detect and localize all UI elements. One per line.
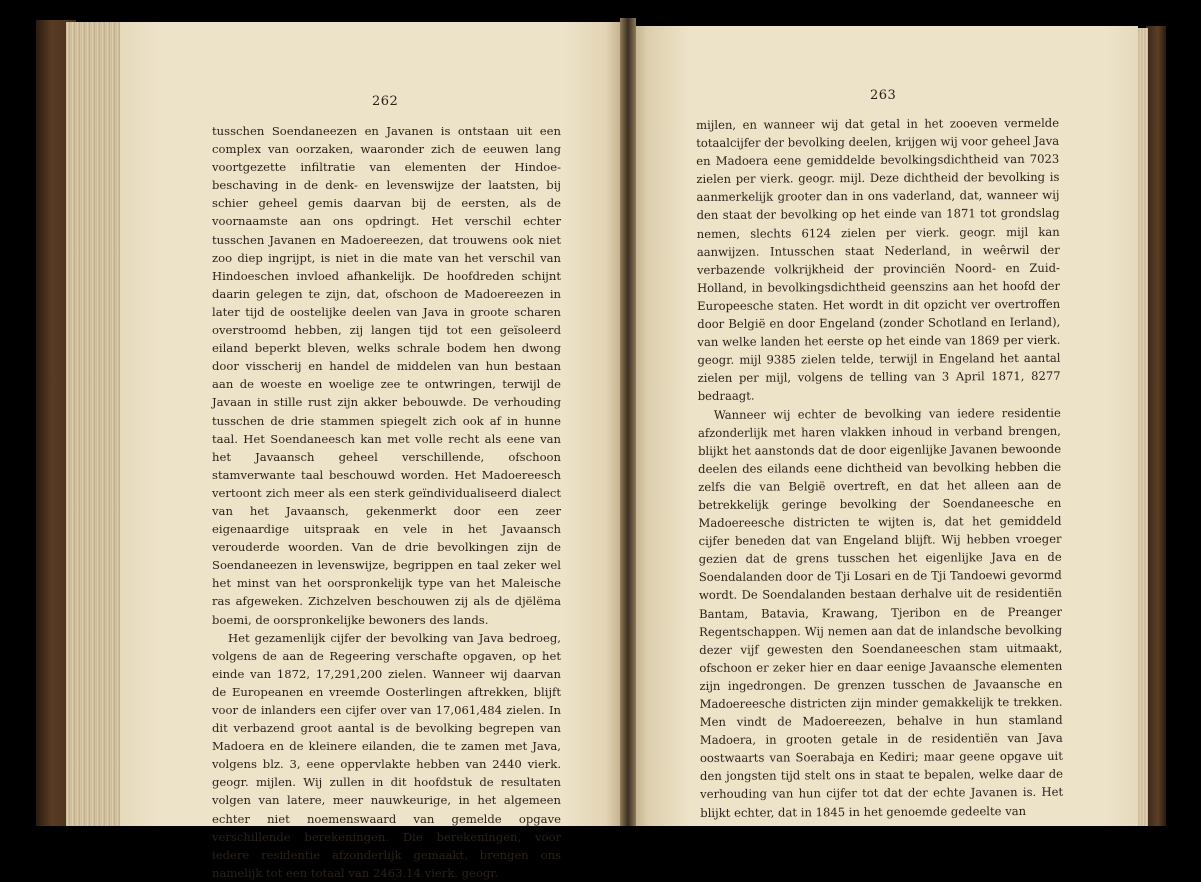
book-gutter (620, 18, 636, 826)
paragraph: mijlen, en wanneer wij dat getal in het zooeven vermelde totaalcijfer der bevolking deelen, krijgen wij voor geheel Java en Madoera eene gemiddelde bevolkingsdichtheid van 7023 zielen per vierk. geogr. mijl. Deze dichtheid der bevolking is aanmerkelijk grooter dan in ons vaderland, dat, wanneer wij den staat der bevolking op het einde van 1871 tot grondslag nemen, slechts 6124 zielen per vierk. geogr. mijl kan aanwijzen. Intusschen staat Nederland, in weêrwil der verbazende volkrijkheid der provinciën Noord- en Zuid-Holland, in bevolkingsdichtheid geenszins aan het hoofd der Europeesche staten. Het wordt in dit opzicht ver overtroffen door België en door Engeland (zonder Schotland en Ierland), van welke landen het eerste op het einde van 1869 per vierk. geogr. mijl 9385 zielen telde, terwijl in Engeland het aantal zielen per mijl, volgens de telling van 3 April 1871, 8277 bedraagt. (696, 115, 1061, 404)
page-number: 263 (870, 88, 897, 103)
page-number: 262 (372, 94, 399, 109)
book-cover-right (1146, 26, 1166, 826)
body-text (212, 122, 561, 882)
paragraph: tusschen Soendaneezen en Javanen is ontstaan uit een complex van oorzaken, waaronder zich de eeuwen lang voortgezette infiltratie van elementen der Hindoe-beschaving in de denk- en levenswijze der laatsten, bij schier geheel gemis daarvan bij de eersten, als de voornaamste aan ons opdringt. Het verschil echter tusschen Javanen en Madoereezen, dat trouwens ook niet zoo diep ingrijpt, is niet in die mate van het verschil van Hindoeschen invloed afhankelijk. De hoofdreden schijnt daarin gelegen te zijn, dat, ofschoon de Madoereezen in later tijd de oostelijke deelen van Java in groote scharen overstroomd hebben, zij langen tijd tot een geïsoleerd eiland beperkt bleven, welks schrale bodem hen dwong door visscherij en handel de middelen van hun bestaan aan de woeste en woelige zee te ontwringen, terwijl de Javaan in stille rust zijn akker bebouwde. De verhouding tusschen de drie stammen spiegelt zich ook af in hunne taal. Het Soendaneesch kan met volle recht als eene van het Javaansch geheel verschillende, ofschoon stamverwante taal beschouwd worden. Het Madoereesch vertoont zich meer als een sterk geïndividualiseerd dialect van het Javaansch, gekenmerkt door een zeer eigenaardige uitspraak en vele in het Javaansch verouderde woorden. Van de drie bevolkingen zijn de Soendaneezen in levenswijze, begrippen en taal zeker wel het minst van het oorspronkelijk type van het Maleische ras afgeweken. Zichzelven beschouwen zij als de djëlëma boemi, de oorspronkelijke bewoners des lands. (212, 124, 561, 627)
right-page (628, 26, 1138, 826)
left-page (120, 22, 626, 880)
body-text (696, 114, 1063, 822)
paragraph: Het gezamenlijk cijfer der bevolking van Java bedroeg, volgens de aan de Regeering verschafte opgaven, op het einde van 1872, 17,291,200 zielen. Wanneer wij daarvan de Europeanen en vreemde Oosterlingen aftrekken, blijft voor de inlanders een cijfer over van 17,061,484 zielen. In dit verbazend groot aantal is de bevolking begrepen van Madoera en de kleinere eilanden, die te zamen met Java, volgens blz. 3, eene oppervlakte hebben van 2440 vierk. geogr. mijlen. Wij zullen in dit hoofdstuk de resultaten volgen van latere, meer nauwkeurige, in het algemeen echter niet noemenswaard van gemelde opgave verschillende berekeningen. Die berekeningen, voor iedere residentie afzonderlijk gemaakt, brengen ons namelijk tot een totaal van 2463.14 vierk. geogr. (212, 630, 561, 880)
paragraph: Wanneer wij echter de bevolking van iedere residentie afzonderlijk met haren vlakken inhoud in verband brengen, blijkt het aanstonds dat de door eigenlijke Javanen bewoonde deelen des eilands eene dichtheid van bevolking hebben die zelfs die van België overtreft, en dat het alleen aan de betrekkelijk geringe bevolking der Soendaneesche en Madoereesche districten te wijten is, dat het gemiddeld cijfer beneden dat van Engeland blijft. Wij hebben vroeger gezien dat de grens tusschen het eigenlijke Java en de Soendalanden door de Tji Losari en de Tji Tandoewi gevormd wordt. De Soendalanden bestaan derhalve uit de residentiën Bantam, Batavia, Krawang, Tjeribon en de Preanger Regentschappen. Wij nemen aan dat de inlandsche bevolking dezer vijf gewesten den Soendaneeschen stam uitmaakt, ofschoon er zeker hier en daar eenige Javaansche elementen zijn ingedrongen. De grenzen tusschen de Javaansche en Madoereesche districten zijn minder gemakkelijk te trekken. Men vindt de Madoereezen, behalve in hun stamland Madoera, in grooten getale in de residentiën van Java oostwaarts van Soerabaja en Kediri; maar geene opgave uit den jongsten tijd stelt ons in staat te bepalen, welke daar de verhouding van hun cijfer tot dat der echte Javanen is. Het blijkt echter, dat in 1845 in het genoemde gedeelte van (697, 405, 1064, 820)
page-edges-left (66, 22, 122, 826)
